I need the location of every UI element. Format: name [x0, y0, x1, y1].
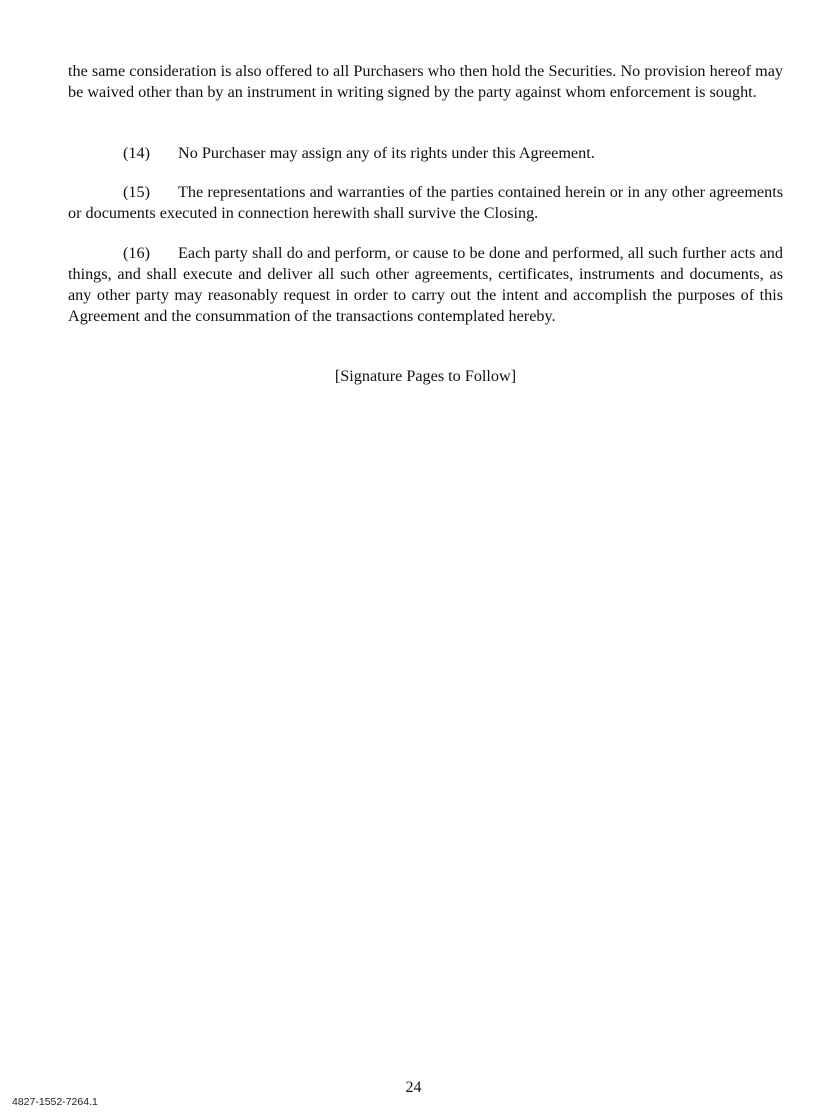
section-16-paragraph	[68, 243, 783, 327]
page-number: 24	[405, 1079, 422, 1096]
signature-pages-note: [Signature Pages to Follow]	[334, 367, 517, 385]
section-14-text: No Purchaser may assign any of its rights under this Agreement.	[178, 144, 595, 162]
continuation-paragraph: the same consideration is also offered to all Purchasers who then hold the Securities. No provision hereof may be waived other than by an instrument in writing signed by the party against whom enforcement is sought.	[68, 62, 783, 101]
section-14-number: (14)	[123, 144, 150, 162]
section-16-number: (16)	[123, 244, 150, 262]
section-14-paragraph	[68, 143, 783, 164]
document-id: 4827-1552-7264.1	[12, 1096, 98, 1108]
section-15-paragraph	[68, 182, 783, 224]
section-15-number: (15)	[123, 183, 150, 201]
section-15-text: The representations and warranties of the parties contained herein or in any other agreements or documents executed in connection herewith shall survive the Closing.	[68, 183, 783, 222]
section-16-text: Each party shall do and perform, or cause to be done and performed, all such further acts and things, and shall execute and deliver all such other agreements, certificates, instruments and documents, as any other party may reasonably request in order to carry out the intent and accomplish the purposes of this Agreement and the consummation of the transactions contemplated hereby.	[68, 244, 783, 325]
